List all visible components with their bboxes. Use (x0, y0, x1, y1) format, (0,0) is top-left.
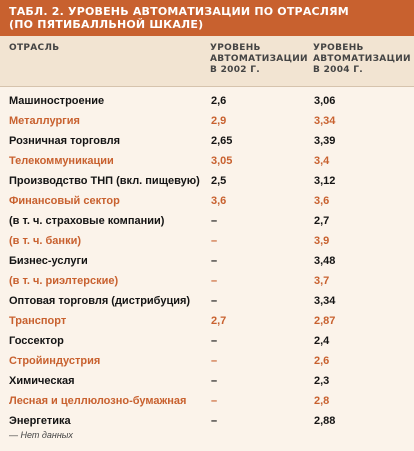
value-2004-cell: 3,34 (314, 115, 336, 127)
industry-cell: (в т. ч. банки) (9, 235, 81, 247)
header-2002-line-1: УРОВЕНЬ (210, 43, 261, 53)
table-row (0, 271, 414, 291)
table-row (0, 111, 414, 131)
value-2004-cell: 3,9 (314, 235, 330, 247)
value-2002-cell: – (211, 235, 218, 247)
header-2002 (210, 43, 308, 76)
value-2004-cell: 2,7 (314, 215, 330, 227)
header-2004-line-3: В 2004 Г. (313, 65, 364, 75)
industry-cell: Лесная и целлюлозно-бумажная (9, 395, 187, 407)
industry-cell: Химическая (9, 375, 75, 387)
value-2002-cell: – (211, 355, 218, 367)
value-2004-cell: 2,87 (314, 315, 336, 327)
title-line-1: ТАБЛ. 2. УРОВЕНЬ АВТОМАТИЗАЦИИ ПО ОТРАСЛЯМ (9, 5, 349, 18)
value-2002-cell: 2,6 (211, 95, 227, 107)
value-2004-cell: 3,12 (314, 175, 336, 187)
value-2004-cell: 2,88 (314, 415, 336, 427)
header-industry (9, 43, 59, 54)
header-2004-line-1: УРОВЕНЬ (313, 43, 364, 53)
table-row (0, 151, 414, 171)
value-2002-cell: 2,5 (211, 175, 227, 187)
industry-cell: (в т. ч. страховые компании) (9, 215, 165, 227)
industry-cell: Бизнес-услуги (9, 255, 88, 267)
value-2002-cell: 3,05 (211, 155, 233, 167)
value-2002-cell: – (211, 375, 218, 387)
header-industry-label: ОТРАСЛЬ (9, 43, 60, 53)
industry-cell: Транспорт (9, 315, 67, 327)
value-2004-cell: 3,39 (314, 135, 336, 147)
value-2004-cell: 3,06 (314, 95, 336, 107)
table-title (0, 0, 414, 36)
header-2002-line-3: В 2002 Г. (210, 65, 261, 75)
header-2004-line-2: АВТОМАТИЗАЦИИ (313, 54, 411, 64)
table-row (0, 171, 414, 191)
industry-cell: Машиностроение (9, 95, 105, 107)
value-2004-cell: 3,7 (314, 275, 330, 287)
industry-cell: Розничная торговля (9, 135, 120, 147)
header-2002-line-2: АВТОМАТИЗАЦИИ (210, 54, 308, 64)
industry-cell: Производство ТНП (вкл. пищевую) (9, 175, 200, 187)
value-2002-cell: – (211, 255, 218, 267)
header-divider (0, 86, 414, 87)
value-2002-cell: – (211, 215, 218, 227)
header-2004 (313, 43, 411, 76)
table-row (0, 391, 414, 411)
title-line-2: (ПО ПЯТИБАЛЛЬНОЙ ШКАЛЕ) (9, 18, 204, 31)
value-2004-cell: 2,4 (314, 335, 330, 347)
table-row (0, 91, 414, 111)
value-2004-cell: 2,8 (314, 395, 330, 407)
value-2004-cell: 3,48 (314, 255, 336, 267)
table-header (0, 36, 414, 86)
table-row (0, 131, 414, 151)
table-row (0, 371, 414, 391)
table-row (0, 291, 414, 311)
table-row (0, 351, 414, 371)
value-2002-cell: 3,6 (211, 195, 227, 207)
industry-cell: Финансовый сектор (9, 195, 120, 207)
value-2004-cell: 3,6 (314, 195, 330, 207)
value-2004-cell: 3,4 (314, 155, 330, 167)
table-row (0, 231, 414, 251)
industry-cell: Энергетика (9, 415, 71, 427)
value-2002-cell: – (211, 335, 218, 347)
industry-cell: (в т. ч. риэлтерские) (9, 275, 119, 287)
industry-cell: Госсектор (9, 335, 64, 347)
value-2004-cell: 2,6 (314, 355, 330, 367)
table-body (0, 91, 414, 431)
table-row (0, 251, 414, 271)
value-2002-cell: – (211, 295, 218, 307)
footnote: — Нет данных (9, 430, 73, 440)
industry-cell: Стройиндустрия (9, 355, 101, 367)
value-2002-cell: 2,9 (211, 115, 227, 127)
value-2004-cell: 2,3 (314, 375, 330, 387)
value-2002-cell: 2,7 (211, 315, 227, 327)
industry-cell: Телекоммуникации (9, 155, 114, 167)
table-row (0, 191, 414, 211)
value-2002-cell: – (211, 275, 218, 287)
table-row (0, 331, 414, 351)
value-2002-cell: 2,65 (211, 135, 233, 147)
value-2002-cell: – (211, 395, 218, 407)
table-row (0, 411, 414, 431)
value-2004-cell: 3,34 (314, 295, 336, 307)
table-row (0, 211, 414, 231)
value-2002-cell: – (211, 415, 218, 427)
industry-cell: Металлургия (9, 115, 80, 127)
industry-cell: Оптовая торговля (дистрибуция) (9, 295, 191, 307)
table-row (0, 311, 414, 331)
